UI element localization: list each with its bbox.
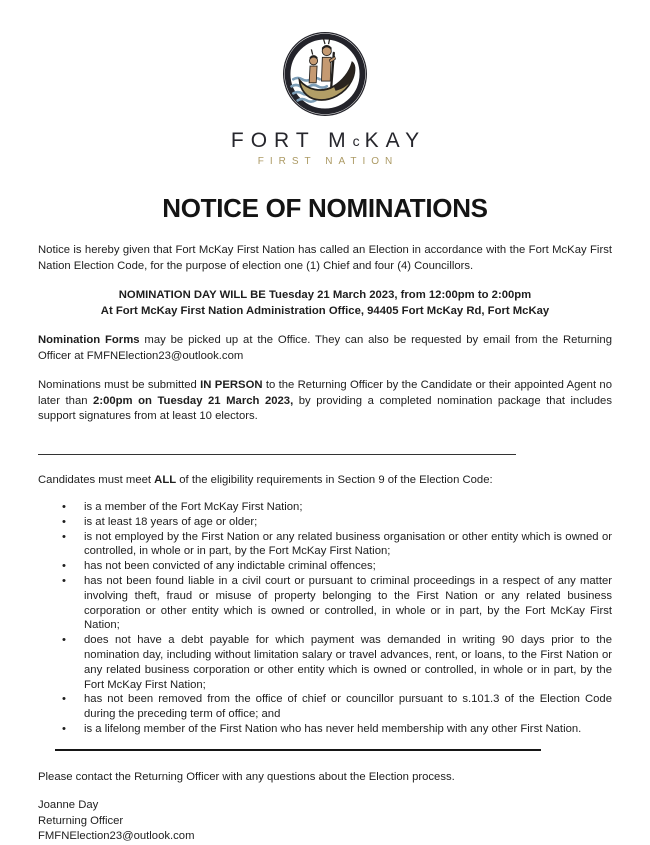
closing-paragraph: Please contact the Returning Officer with any questions about the Election process. xyxy=(38,770,455,783)
bullet-marker xyxy=(62,722,84,737)
wordmark-part1: FORT M xyxy=(230,129,353,152)
submission-bold-deadline: 2:00pm on Tuesday 21 March 2023, xyxy=(93,394,294,407)
intro-paragraph: Notice is hereby given that Fort McKay First Nation has called an Election in accordance with the Fort McKay First Nation Election Code, for the purpose of election one (1) Chief and four (4) Councillors. xyxy=(38,244,612,272)
eligibility-intro xyxy=(38,473,612,489)
divider-bottom xyxy=(55,749,541,751)
submission-text-1: Nominations must be submitted xyxy=(38,379,201,391)
bullet-text: is a lifelong member of the First Nation who has never held membership with any other First Nation. xyxy=(84,722,582,735)
bullet-text: is a member of the Fort McKay First Nation; xyxy=(84,501,303,513)
divider-top xyxy=(38,454,516,455)
bullet-text: has not been removed from the office of chief or councillor pursuant to s.101.3 of the Election Code during the preceding term of office; and xyxy=(84,693,612,721)
eligibility-text-2: of the eligibility requirements in Section 9 of the Election Code: xyxy=(176,473,493,486)
bullet-marker xyxy=(62,559,84,574)
nomination-forms-paragraph xyxy=(38,333,612,364)
bullet-marker xyxy=(62,515,84,530)
eligibility-text-1: Candidates must meet xyxy=(38,473,155,486)
signature-block xyxy=(38,798,612,845)
bullet-marker xyxy=(62,692,84,722)
bullet-text: is at least 18 years of age or older; xyxy=(84,515,258,528)
bullet-item xyxy=(62,633,612,692)
bullet-marker xyxy=(62,500,84,515)
bullet-item xyxy=(62,530,612,560)
nomination-day-line2: At Fort McKay First Nation Administration Office, 94405 Fort McKay Rd, Fort McKay xyxy=(100,304,550,317)
signature-role: Returning Officer xyxy=(38,814,124,827)
eligibility-bullet-list xyxy=(62,500,612,737)
logo-block xyxy=(38,30,612,167)
wordmark-small-c: c xyxy=(352,133,365,149)
logo-subtitle: FIRST NATION xyxy=(257,156,399,167)
page-title: NOTICE OF NOMINATIONS xyxy=(162,193,488,223)
bullet-text: has not been convicted of any indictable criminal offences; xyxy=(84,560,376,573)
notice-document xyxy=(38,0,612,845)
bullet-marker xyxy=(62,530,84,560)
signature-email: FMFNElection23@outlook.com xyxy=(38,830,195,843)
bullet-item xyxy=(62,722,612,737)
nomination-forms-lead: Nomination Forms xyxy=(38,334,140,346)
submission-text-3: by providing a completed nomination package that includes support signatures from at least 10 electors. xyxy=(38,394,612,422)
wordmark-part3: KAY xyxy=(364,129,427,152)
fort-mckay-logo xyxy=(281,30,369,118)
bullet-item xyxy=(62,692,612,722)
bullet-text: does not have a debt payable for which payment was demanded in writing 90 days prior to the nomination day, including without limitation salary or travel advances, rent, or loans, to the First Nation or any related business corporation or other entity which is owned or controlled, in whole or in part, by the Fort McKay First Nation; xyxy=(84,634,612,691)
bullet-text: has not been found liable in a civil court or pursuant to criminal proceedings in a respect of any matter involving theft, fraud or misuse of property belonging to the First Nation or any related business corporation or other entity which is owned or controlled, in whole or in part, by the Fort McKay First Nation; xyxy=(84,574,612,632)
nomination-day-block xyxy=(38,288,612,319)
bullet-text: is not employed by the First Nation or any related business organisation or other entity which is owned or controlled, in whole or in part, by the Fort McKay First Nation; xyxy=(84,530,612,558)
eligibility-bold-all: ALL xyxy=(154,473,177,486)
bullet-marker xyxy=(62,633,84,692)
bullet-item xyxy=(62,559,612,574)
bullet-marker xyxy=(62,574,84,633)
submission-paragraph xyxy=(38,378,612,425)
nomination-forms-rest: may be picked up at the Office. They can also be requested by email from the Returning Officer at FMFNElection23@outlook.com xyxy=(38,334,612,362)
bullet-item xyxy=(62,500,612,515)
signature-name: Joanne Day xyxy=(38,799,99,812)
nomination-day-line1: NOMINATION DAY WILL BE Tuesday 21 March 2023, from 12:00pm to 2:00pm xyxy=(118,289,532,301)
logo-wordmark xyxy=(38,129,612,153)
bullet-item xyxy=(62,515,612,530)
bullet-item xyxy=(62,574,612,633)
submission-bold-in-person: IN PERSON xyxy=(200,379,263,391)
submission-text-2: to the Returning Officer by the Candidate or their appointed Agent no later than xyxy=(38,379,612,407)
